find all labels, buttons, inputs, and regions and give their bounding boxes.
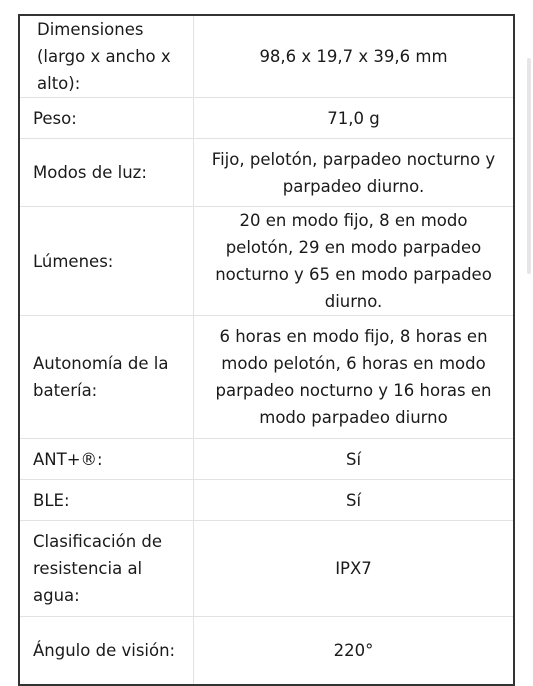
row-label-lumens: Lúmenes: xyxy=(19,207,194,316)
table-row-lumens xyxy=(19,207,514,316)
row-label-dimensions: Dimensiones (largo x ancho x alto): xyxy=(19,15,194,98)
row-label-weight: Peso: xyxy=(19,98,194,139)
row-value-battery-life: 6 horas en modo fijo, 8 horas en modo pelotón, 6 horas en modo parpadeo nocturno y 16 horas en modo parpadeo diurno xyxy=(194,316,515,439)
page-scrollbar[interactable] xyxy=(527,58,531,274)
table-row-ble xyxy=(19,480,514,521)
table-row-battery-life xyxy=(19,316,514,439)
row-label-viewing-angle: Ángulo de visión: xyxy=(19,617,194,685)
row-value-dimensions: 98,6 x 19,7 x 39,6 mm xyxy=(259,47,448,66)
row-label-light-modes: Modos de luz: xyxy=(19,139,194,207)
row-label-ble: BLE: xyxy=(19,480,194,521)
table-row-light-modes xyxy=(19,139,514,207)
table-row-ant-plus xyxy=(19,439,514,480)
row-label-water-rating: Clasificación de resistencia al agua: xyxy=(19,521,194,617)
table-row-weight xyxy=(19,98,514,139)
row-label-ant-plus: ANT+®: xyxy=(19,439,194,480)
row-label-battery-life: Autonomía de la batería: xyxy=(19,316,194,439)
row-value-lumens: 20 en modo fijo, 8 en modo pelotón, 29 en modo parpadeo nocturno y 65 en modo parpadeo diurno. xyxy=(194,207,515,316)
row-value-ant-plus: Sí xyxy=(194,439,515,480)
row-value-weight: 71,0 g xyxy=(194,98,515,139)
table-row-viewing-angle xyxy=(19,617,514,685)
specifications-table xyxy=(18,14,515,686)
table-row-dimensions xyxy=(19,15,514,98)
row-value-light-modes: Fijo, pelotón, parpadeo nocturno y parpadeo diurno. xyxy=(194,139,515,207)
row-value-ble: Sí xyxy=(194,480,515,521)
table-row-water-rating xyxy=(19,521,514,617)
row-value-water-rating: IPX7 xyxy=(194,521,515,617)
row-value-viewing-angle: 220° xyxy=(194,617,515,685)
